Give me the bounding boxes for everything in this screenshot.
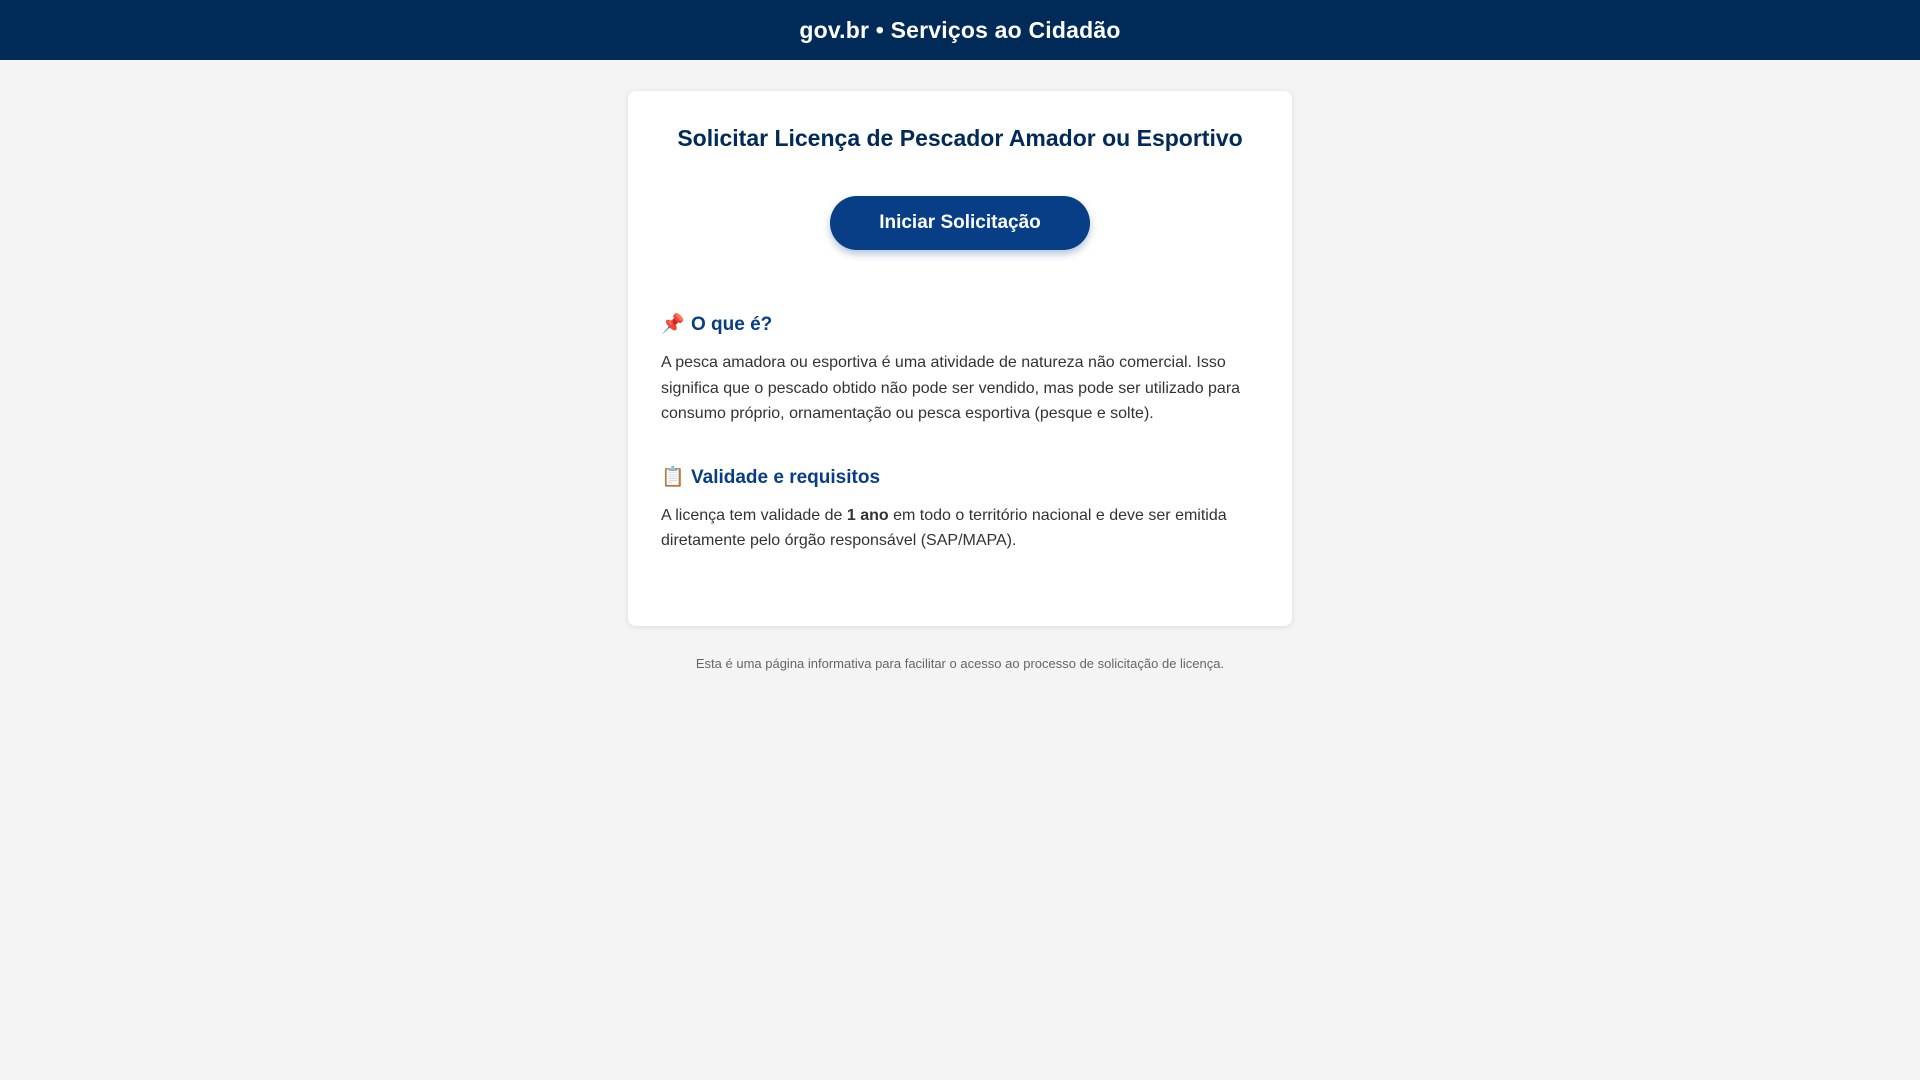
section-text-validity bbox=[661, 503, 1259, 554]
pushpin-icon: 📌 bbox=[661, 314, 685, 335]
section-heading-label: O que é? bbox=[691, 314, 773, 335]
section-heading-label: Validade e requisitos bbox=[691, 466, 881, 488]
clipboard-icon: 📋 bbox=[661, 466, 685, 488]
validity-text-before: A licença tem validade de bbox=[661, 506, 847, 524]
section-what-is bbox=[661, 312, 1259, 427]
license-card bbox=[628, 91, 1292, 626]
page-title: Solicitar Licença de Pescador Amador ou Esportivo bbox=[677, 125, 1243, 151]
site-title: gov.br • Serviços ao Cidadão bbox=[799, 16, 1121, 43]
validity-text-after: em todo o território nacional e deve ser emitida diretamente pelo órgão responsável (SAP/MAPA). bbox=[661, 506, 1227, 549]
start-button-wrapper bbox=[661, 196, 1259, 250]
site-header bbox=[0, 0, 1920, 60]
validity-duration: 1 ano bbox=[846, 506, 889, 524]
section-text-what-is: A pesca amadora ou esportiva é uma atividade de natureza não comercial. Isso significa que o pescado obtido não pode ser vendido, mas pode ser utilizado para consumo próprio, ornamentação ou pesca esportiva (pesque e solte). bbox=[661, 354, 1241, 422]
section-heading-validity bbox=[661, 465, 1259, 491]
start-request-button[interactable]: Iniciar Solicitação bbox=[830, 196, 1090, 250]
section-heading-what-is bbox=[661, 312, 1259, 338]
footer-note: Esta é uma página informativa para facilitar o acesso ao processo de solicitação de licença. bbox=[695, 656, 1225, 671]
section-validity bbox=[661, 465, 1259, 554]
